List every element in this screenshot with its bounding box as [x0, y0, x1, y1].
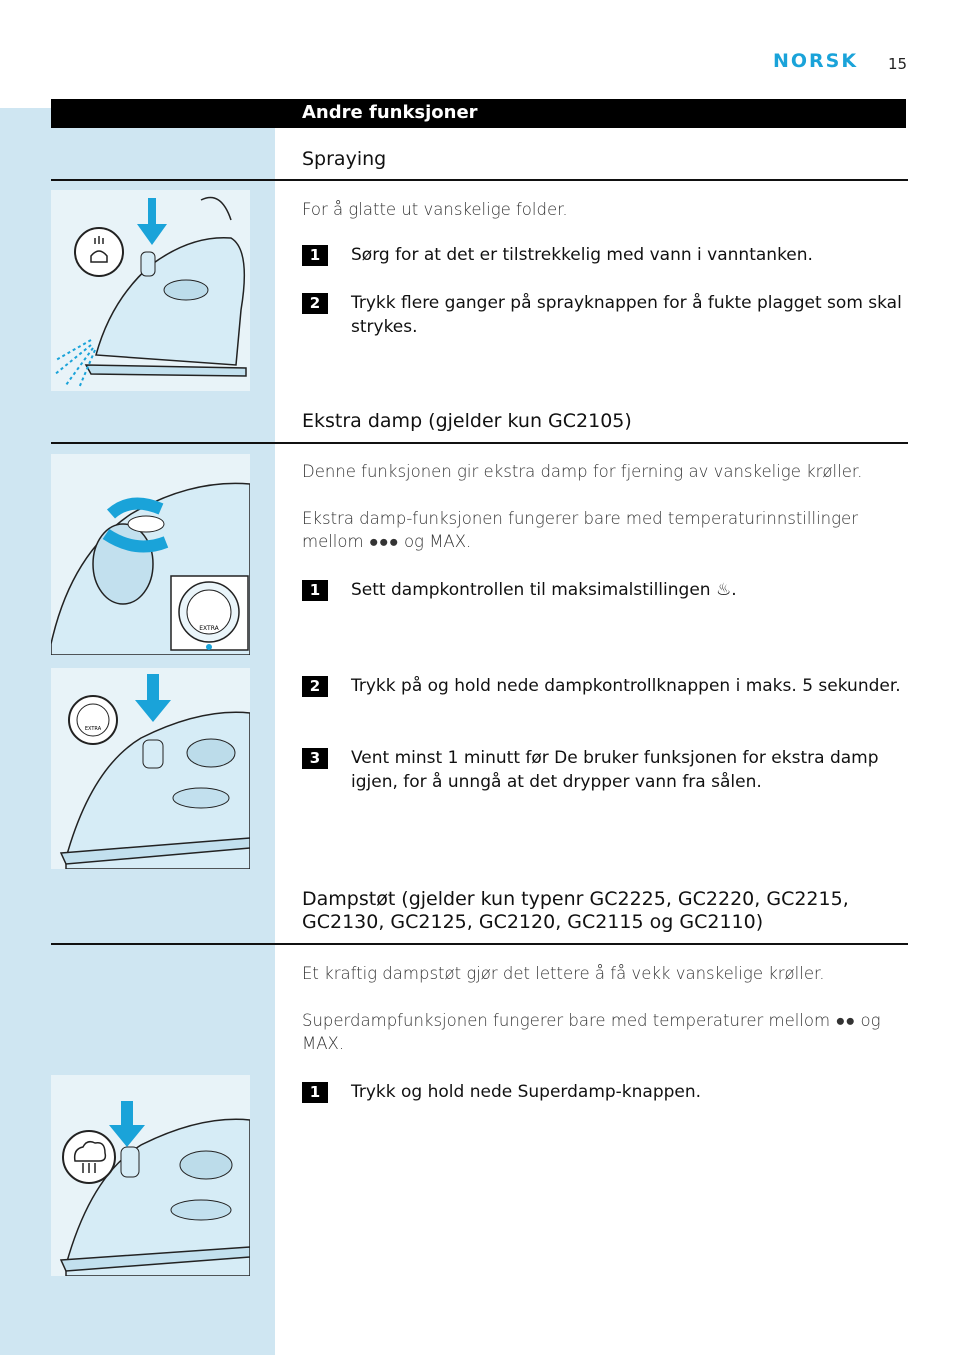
- shot-of-steam-drawing: [51, 1075, 250, 1276]
- shot-of-steam-para-1: Et kraftig dampstøt gjør det lettere å få vekk vanskelige krøller.: [302, 964, 825, 983]
- shot-of-steam-step-1-text: Trykk og hold nede Superdamp-knappen.: [351, 1082, 702, 1102]
- spraying-step-2-text: Trykk flere ganger på sprayknappen for å fukte plagget som skal strykes.: [351, 293, 902, 337]
- super-steam-icon: [63, 1131, 115, 1183]
- spraying-step-2-number: 2: [302, 293, 328, 314]
- spraying-rule: [51, 179, 908, 181]
- shot-of-steam-step-1-number: 1: [302, 1082, 328, 1103]
- section-title: Andre funksjoner: [302, 102, 478, 123]
- extra-steam-rule: [51, 442, 908, 444]
- shot-of-steam-para-2: Superdampfunksjonen fungerer bare med temperaturer mellom ●● og MAX.: [302, 1011, 881, 1053]
- steam-dial-drawing: [51, 454, 250, 655]
- dial-extra-label: EXTRA: [199, 625, 219, 632]
- shot-of-steam-heading: Dampstøt (gjelder kun typenr GC2225, GC2220, GC2215, GC2130, GC2125, GC2120, GC2115 og GC2110): [302, 888, 849, 933]
- spraying-heading: Spraying: [302, 148, 387, 170]
- spray-droplets: [54, 340, 95, 388]
- extra-steam-heading: Ekstra damp (gjelder kun GC2105): [302, 410, 632, 432]
- extra-steam-step-3-number: 3: [302, 748, 328, 769]
- steam-button-illustration: [51, 668, 250, 869]
- page-number: 15: [888, 55, 908, 73]
- spray-icon: [75, 228, 123, 276]
- shot-of-steam-illustration: [51, 1075, 250, 1276]
- icon-extra-label: EXTRA: [84, 726, 102, 732]
- language-label: NORSK: [773, 50, 859, 72]
- shot-of-steam-rule: [51, 943, 908, 945]
- extra-steam-para-2: Ekstra damp-funksjonen fungerer bare med temperaturinnstillinger mellom ●●● og MAX.: [302, 509, 858, 551]
- extra-steam-step-2-number: 2: [302, 676, 328, 697]
- spray-illustration: [51, 190, 250, 391]
- steam-dial-illustration: [51, 454, 250, 655]
- spraying-intro: For å glatte ut vanskelige folder.: [302, 200, 568, 219]
- extra-steam-step-1-text: Sett dampkontrollen til maksimalstillingen ♨.: [351, 580, 737, 600]
- spraying-step-1-number: 1: [302, 245, 328, 266]
- extra-steam-step-3-text: Vent minst 1 minutt før De bruker funksjonen for ekstra damp igjen, for å unngå at det drypper vann fra sålen.: [351, 748, 879, 792]
- extra-steam-para-1: Denne funksjonen gir ekstra damp for fjerning av vanskelige krøller.: [302, 462, 863, 481]
- spraying-step-1-text: Sørg for at det er tilstrekkelig med vann i vanntanken.: [351, 245, 813, 265]
- extra-steam-step-2-text: Trykk på og hold nede dampkontrollknappen i maks. 5 sekunder.: [351, 676, 901, 696]
- steam-control-icon: [69, 696, 117, 744]
- steam-button-drawing: [51, 668, 250, 869]
- section-title-bar: [51, 99, 906, 128]
- spray-iron-drawing: [51, 190, 250, 391]
- extra-steam-step-1-number: 1: [302, 580, 328, 601]
